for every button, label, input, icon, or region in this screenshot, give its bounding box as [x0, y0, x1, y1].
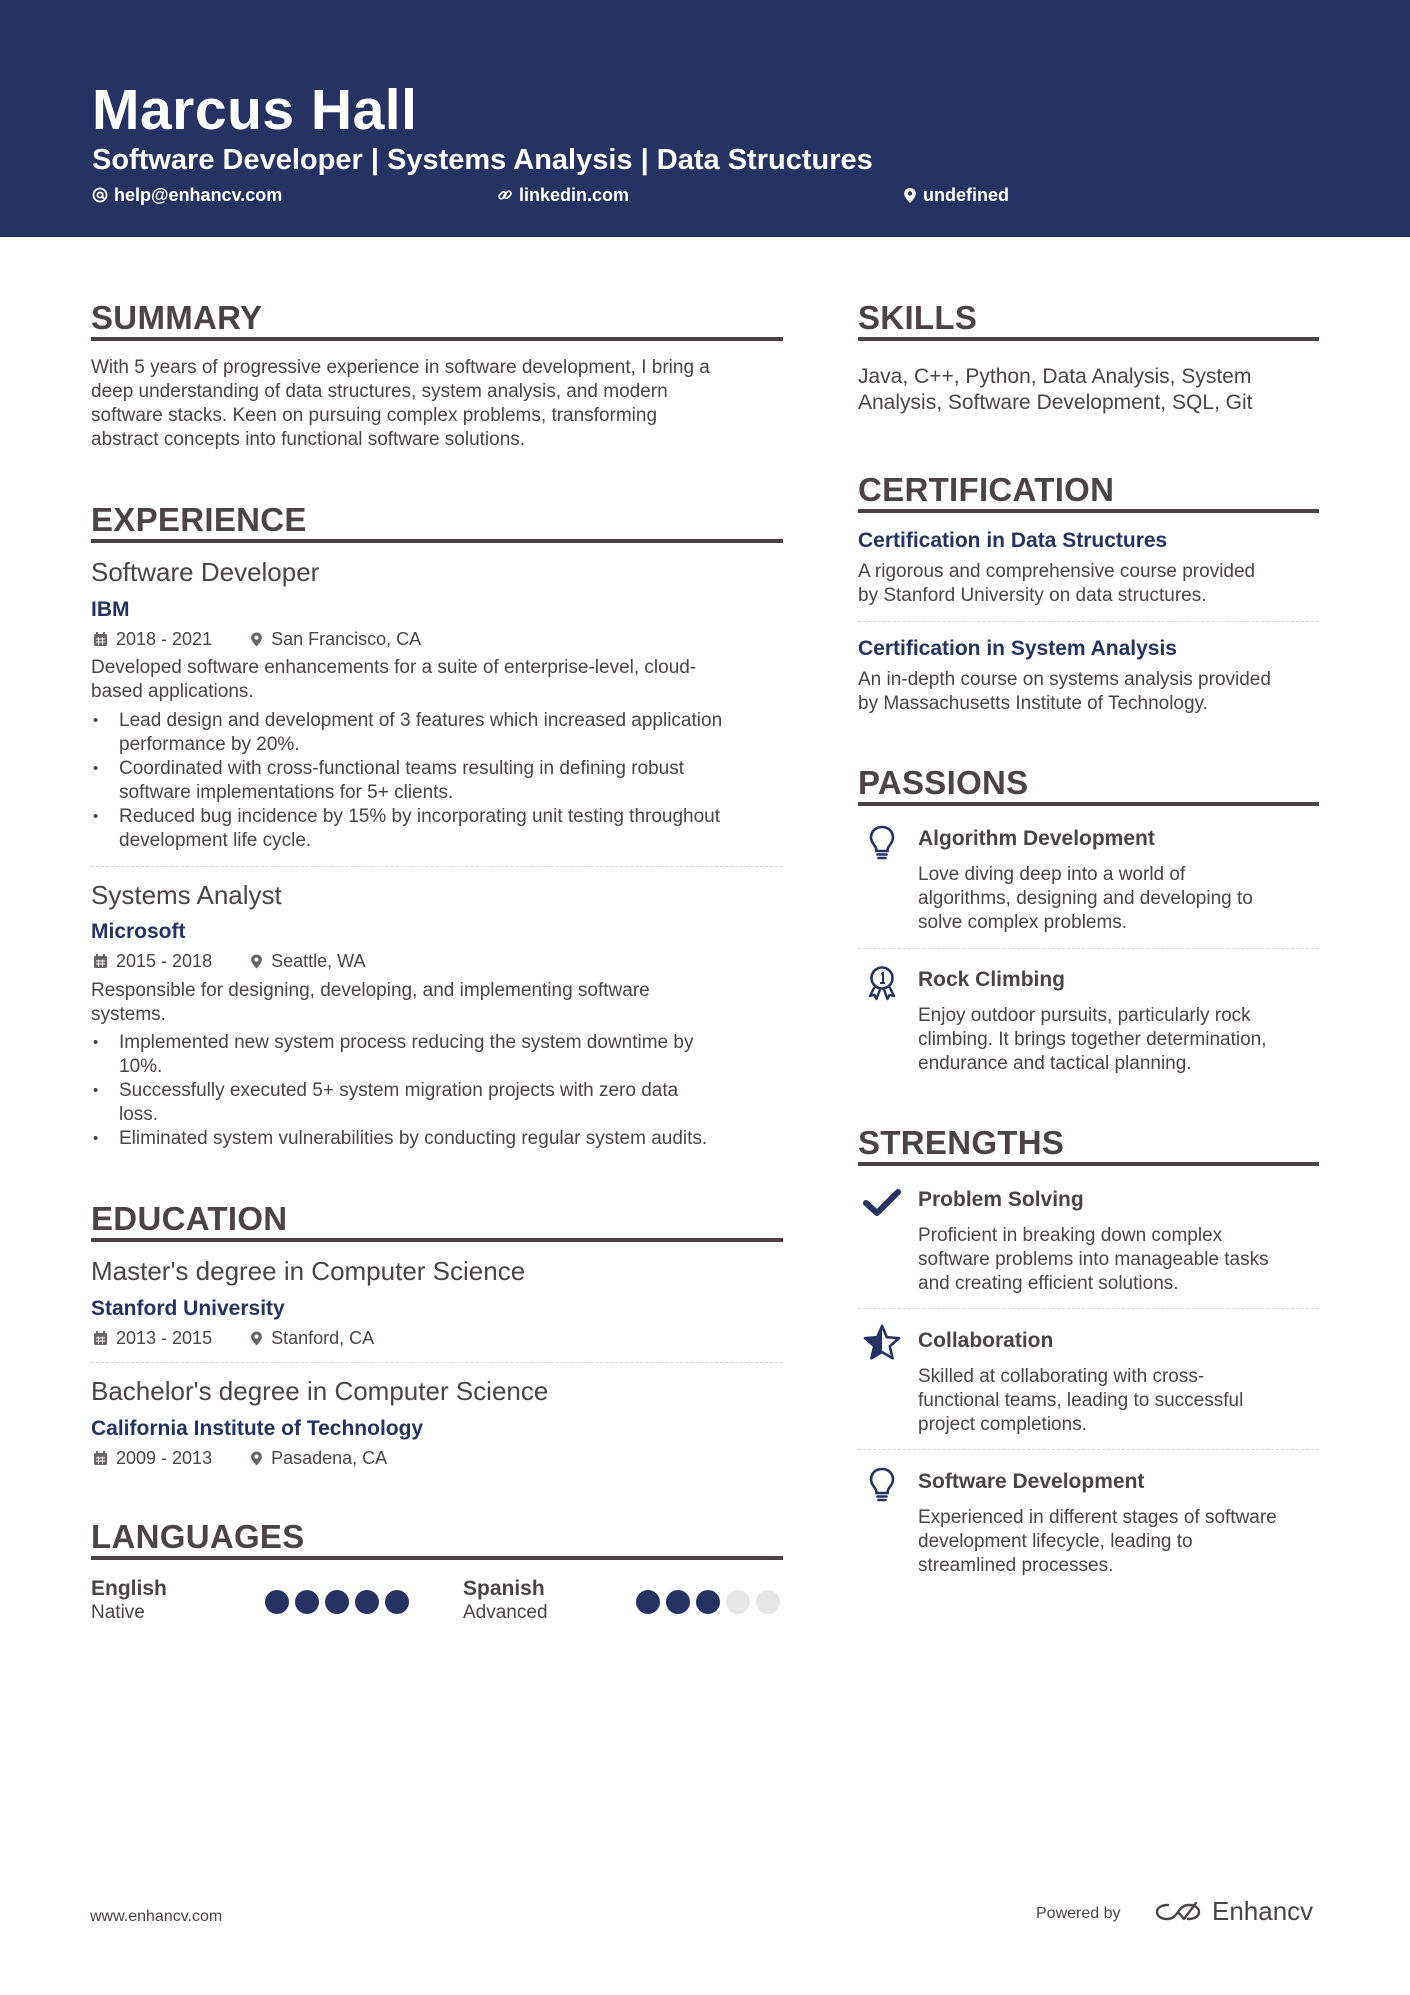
certification-line: by Stanford University on data structures. — [858, 585, 1207, 606]
certification-heading: CERTIFICATION — [858, 471, 1115, 508]
location-pin-icon — [903, 187, 917, 204]
passion-line: algorithms, designing and developing to — [918, 888, 1253, 909]
calendar-icon — [93, 1450, 108, 1466]
passion-title: Rock Climbing — [918, 968, 1066, 991]
summary-heading: SUMMARY — [91, 299, 263, 336]
rating-dot-filled — [636, 1590, 660, 1614]
linkedin-text: linkedin.com — [519, 185, 630, 205]
job-location: San Francisco, CA — [271, 629, 422, 649]
language-name: English — [91, 1577, 167, 1600]
divider — [858, 948, 1319, 949]
checkmark-icon — [862, 1183, 902, 1223]
bullet-item: • Coordinated with cross-functional teams resulting in defining robust software implementations for 5+ clients. — [91, 757, 791, 805]
lightbulb-icon — [862, 1465, 902, 1505]
summary-line: With 5 years of progressive experience in software development, I bring a — [91, 357, 710, 378]
skills-list — [858, 364, 1253, 416]
bullet-item: • Reduced bug incidence by 15% by incorporating unit testing throughout development life cycle. — [91, 805, 791, 853]
passions-rule — [858, 802, 1319, 806]
certification-line: An in-depth course on systems analysis provided — [858, 669, 1271, 690]
divider — [91, 1362, 783, 1363]
certification-line: by Massachusetts Institute of Technology. — [858, 693, 1208, 714]
strength-line: project completions. — [918, 1414, 1087, 1435]
rating-dot-filled — [325, 1590, 349, 1614]
job-description-line: systems. — [91, 1004, 166, 1025]
bullet-item: • Successfully executed 5+ system migration projects with zero data loss. — [91, 1079, 791, 1127]
enhancv-logo-icon — [1154, 1899, 1202, 1925]
candidate-tagline: Software Developer | Systems Analysis | Data Structures — [92, 144, 873, 176]
job-description-line: Responsible for designing, developing, and implementing software — [91, 980, 650, 1001]
certification-description — [858, 560, 1255, 608]
location-pin-icon — [250, 1330, 263, 1347]
language-rating — [636, 1590, 780, 1614]
at-sign-icon — [92, 187, 108, 203]
strength-description — [918, 1224, 1269, 1296]
location-pin-icon — [250, 631, 263, 648]
strength-description — [918, 1365, 1243, 1437]
certification-name: Certification in Data Structures — [858, 529, 1168, 552]
education-location: Stanford, CA — [271, 1328, 375, 1348]
strength-line: functional teams, leading to successful — [918, 1390, 1244, 1411]
education-meta — [93, 1326, 374, 1350]
email-text: help@enhancv.com — [114, 185, 283, 205]
link-icon — [497, 187, 513, 203]
education-rule — [91, 1238, 783, 1242]
experience-rule — [91, 539, 783, 543]
contact-location — [903, 183, 1009, 207]
summary-line: abstract concepts into functional software solutions. — [91, 429, 526, 450]
job-dates: 2015 - 2018 — [116, 951, 213, 971]
location-text: undefined — [923, 185, 1009, 205]
job-title: Software Developer — [91, 557, 320, 587]
divider — [91, 866, 783, 867]
divider — [858, 1449, 1319, 1450]
calendar-icon — [93, 1330, 108, 1346]
summary-text — [91, 356, 710, 452]
job-bullets — [91, 1031, 791, 1151]
skills-rule — [858, 337, 1319, 341]
language-level: Native — [91, 1602, 145, 1623]
job-description — [91, 656, 696, 704]
language-level: Advanced — [463, 1602, 548, 1623]
location-pin-icon — [250, 1450, 263, 1467]
strength-line: Experienced in different stages of software — [918, 1507, 1277, 1528]
rating-dot-filled — [696, 1590, 720, 1614]
passion-line: Enjoy outdoor pursuits, particularly rock — [918, 1005, 1251, 1026]
award-ribbon-icon — [862, 963, 902, 1003]
rating-dot-filled — [385, 1590, 409, 1614]
rating-dot-filled — [295, 1590, 319, 1614]
passions-heading: PASSIONS — [858, 764, 1029, 801]
skills-heading: SKILLS — [858, 299, 978, 336]
calendar-icon — [93, 631, 108, 647]
strength-title: Software Development — [918, 1470, 1145, 1493]
job-description-line: Developed software enhancements for a suite of enterprise-level, cloud- — [91, 657, 697, 678]
footer-powered-by: Powered by — [1036, 1905, 1121, 1922]
rating-dot-empty — [756, 1590, 780, 1614]
contact-linkedin[interactable] — [497, 183, 629, 207]
lightbulb-icon — [862, 823, 902, 863]
passion-line: Love diving deep into a world of — [918, 864, 1186, 885]
candidate-name: Marcus Hall — [92, 78, 418, 142]
divider — [858, 621, 1319, 622]
strength-line: and creating efficient solutions. — [918, 1273, 1179, 1294]
passion-line: solve complex problems. — [918, 912, 1128, 933]
job-description — [91, 979, 650, 1027]
resume-header — [0, 0, 1410, 237]
education-heading: EDUCATION — [91, 1200, 288, 1237]
education-meta — [93, 1446, 387, 1470]
language-rating — [265, 1590, 409, 1614]
rating-dot-filled — [666, 1590, 690, 1614]
languages-rule — [91, 1556, 783, 1560]
strengths-heading: STRENGTHS — [858, 1124, 1065, 1161]
school-name: Stanford University — [91, 1297, 285, 1320]
job-location: Seattle, WA — [271, 951, 366, 971]
strength-title: Collaboration — [918, 1329, 1054, 1352]
calendar-icon — [93, 953, 108, 969]
experience-heading: EXPERIENCE — [91, 501, 307, 538]
star-icon — [862, 1323, 902, 1363]
bullet-item: • Eliminated system vulnerabilities by conducting regular system audits. — [91, 1127, 791, 1151]
job-dates: 2018 - 2021 — [116, 629, 213, 649]
certification-name: Certification in System Analysis — [858, 637, 1177, 660]
job-bullets — [91, 709, 791, 853]
footer-website-link[interactable]: www.enhancv.com — [90, 1908, 223, 1925]
summary-line: software stacks. Keen on pursuing complex problems, transforming — [91, 405, 658, 426]
strength-line: development lifecycle, leading to — [918, 1531, 1193, 1552]
bullet-item: • Lead design and development of 3 features which increased application performance by 20%. — [91, 709, 791, 757]
strength-line: streamlined processes. — [918, 1555, 1114, 1576]
degree-title: Master's degree in Computer Science — [91, 1256, 526, 1286]
languages-heading: LANGUAGES — [91, 1518, 305, 1555]
strengths-rule — [858, 1162, 1319, 1166]
location-pin-icon — [250, 953, 263, 970]
summary-rule — [91, 337, 783, 341]
rating-dot-filled — [265, 1590, 289, 1614]
certification-line: A rigorous and comprehensive course provided — [858, 561, 1256, 582]
school-name: California Institute of Technology — [91, 1417, 424, 1440]
summary-line: deep understanding of data structures, system analysis, and modern — [91, 381, 668, 402]
rating-dot-filled — [355, 1590, 379, 1614]
footer-brand-logo[interactable] — [1154, 1896, 1313, 1927]
passion-line: climbing. It brings together determination, — [918, 1029, 1267, 1050]
passion-title: Algorithm Development — [918, 827, 1155, 850]
degree-title: Bachelor's degree in Computer Science — [91, 1376, 549, 1406]
job-description-line: based applications. — [91, 681, 254, 702]
bullet-item: • Implemented new system process reducing the system downtime by 10%. — [91, 1031, 791, 1079]
passion-description — [918, 1004, 1267, 1076]
strength-line: software problems into manageable tasks — [918, 1249, 1269, 1270]
passion-description — [918, 863, 1253, 935]
passion-line: endurance and tactical planning. — [918, 1053, 1192, 1074]
divider — [858, 1308, 1319, 1309]
skills-line: Java, C++, Python, Data Analysis, System — [858, 365, 1252, 388]
job-company: IBM — [91, 598, 130, 621]
contact-email[interactable] — [92, 183, 282, 207]
education-location: Pasadena, CA — [271, 1448, 388, 1468]
job-company: Microsoft — [91, 920, 186, 943]
job-title: Systems Analyst — [91, 880, 282, 910]
job-meta — [93, 949, 365, 973]
strength-line: Proficient in breaking down complex — [918, 1225, 1223, 1246]
education-dates: 2013 - 2015 — [116, 1328, 213, 1348]
strength-description — [918, 1506, 1277, 1578]
strength-title: Problem Solving — [918, 1188, 1084, 1211]
language-name: Spanish — [463, 1577, 545, 1600]
certification-description — [858, 668, 1271, 716]
job-meta — [93, 627, 421, 651]
rating-dot-empty — [726, 1590, 750, 1614]
skills-line: Analysis, Software Development, SQL, Git — [858, 391, 1253, 414]
strength-line: Skilled at collaborating with cross- — [918, 1366, 1205, 1387]
footer-brand-name: Enhancv — [1212, 1896, 1314, 1926]
education-dates: 2009 - 2013 — [116, 1448, 213, 1468]
certification-rule — [858, 509, 1319, 513]
